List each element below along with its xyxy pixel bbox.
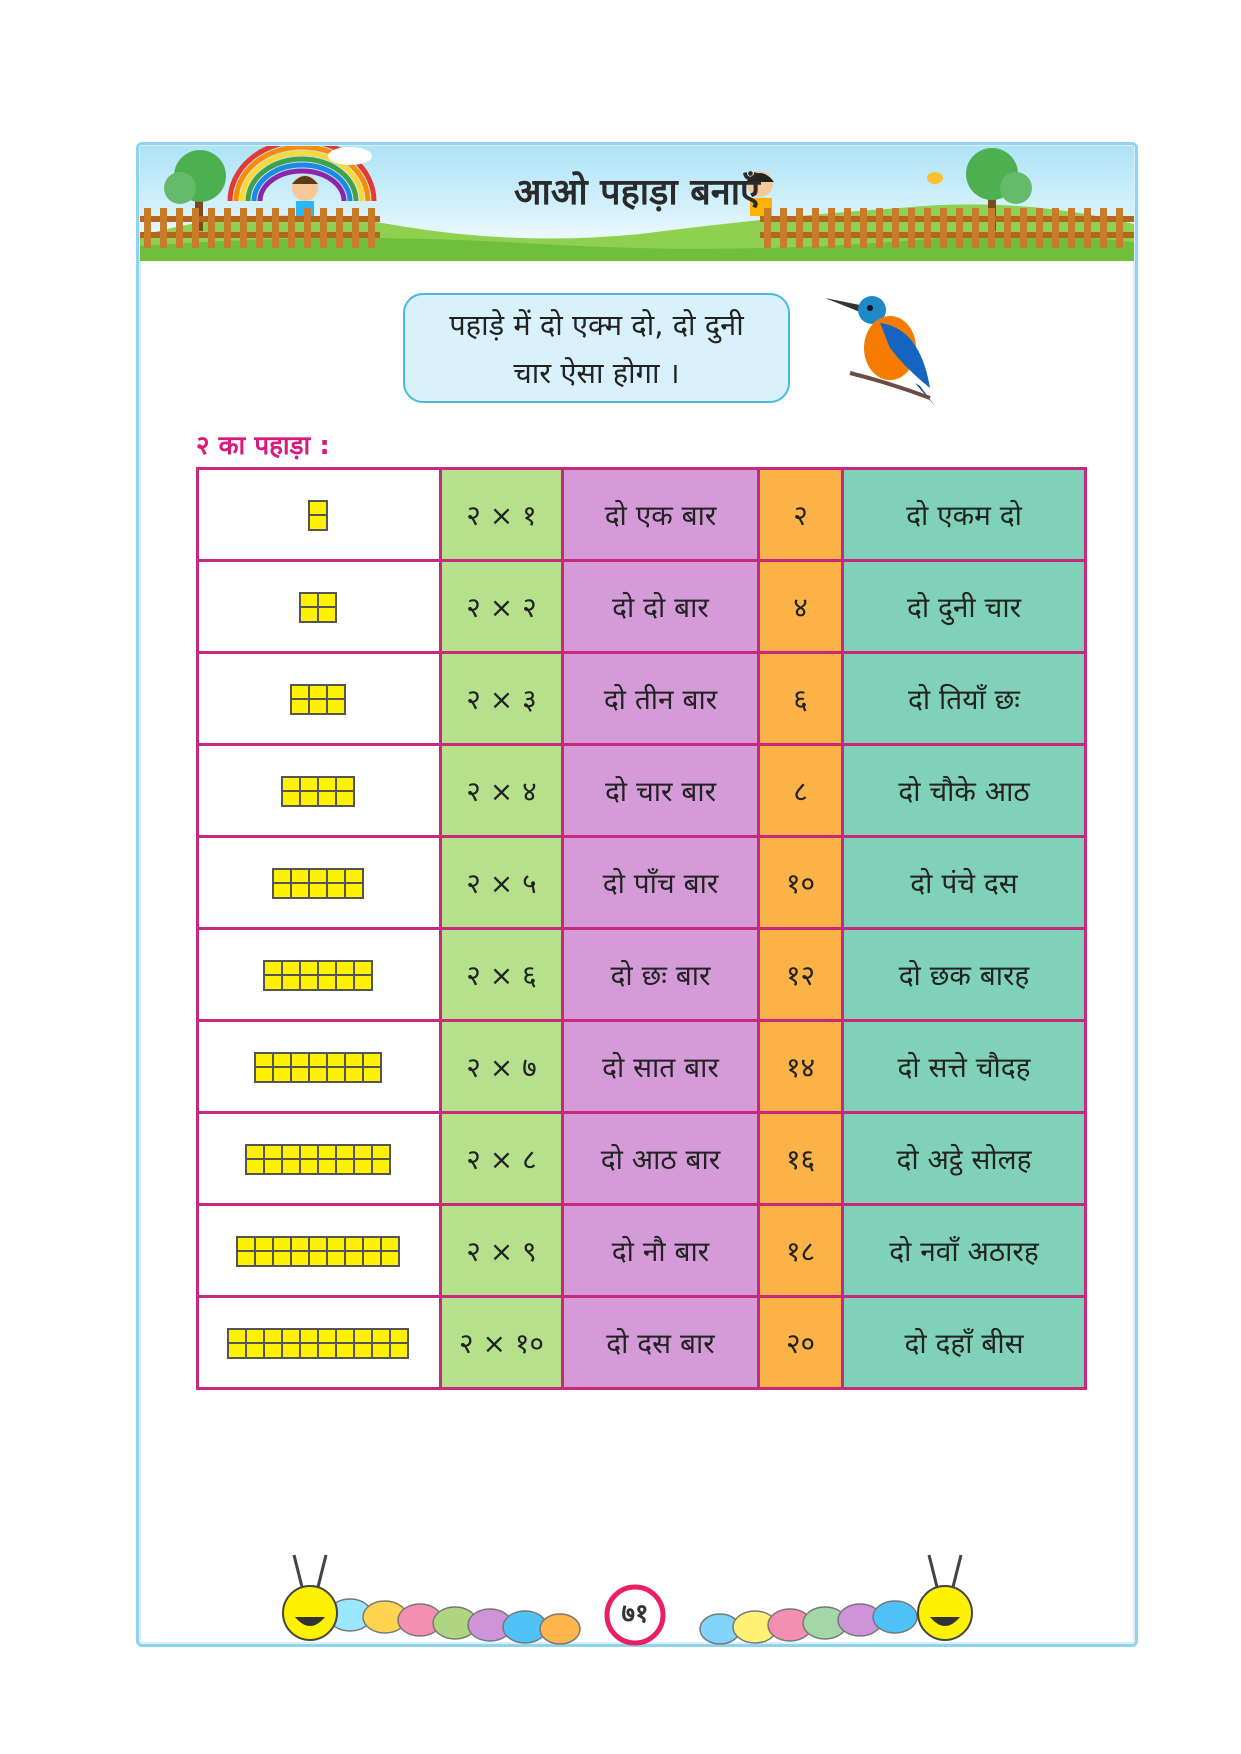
block-icon: [335, 1328, 355, 1359]
blocks-cell: [198, 837, 441, 929]
block-icon: [299, 960, 319, 991]
expression-cell: २ × ३: [441, 653, 563, 745]
block-icon: [317, 960, 337, 991]
result-cell: ८: [759, 745, 843, 837]
block-icon: [326, 868, 346, 899]
words-cell: दो चार बार: [563, 745, 759, 837]
words-cell: दो आठ बार: [563, 1113, 759, 1205]
block-icon: [272, 1236, 292, 1267]
block-group: [256, 1052, 382, 1083]
block-icon: [344, 1052, 364, 1083]
block-icon: [254, 1236, 274, 1267]
block-icon: [254, 1052, 274, 1083]
block-group: [265, 960, 373, 991]
recitation-cell: दो तियाँ छः: [843, 653, 1086, 745]
result-cell: २: [759, 469, 843, 561]
words-cell: दो पाँच बार: [563, 837, 759, 929]
block-icon: [290, 1052, 310, 1083]
block-icon: [263, 960, 283, 991]
block-icon: [299, 776, 319, 807]
block-icon: [317, 776, 337, 807]
result-cell: १४: [759, 1021, 843, 1113]
expression-cell: २ × ८: [441, 1113, 563, 1205]
blocks-cell: [198, 561, 441, 653]
block-icon: [326, 684, 346, 715]
block-icon: [236, 1236, 256, 1267]
block-icon: [344, 868, 364, 899]
block-icon: [281, 1144, 301, 1175]
block-icon: [290, 684, 310, 715]
block-icon: [227, 1328, 247, 1359]
block-icon: [335, 776, 355, 807]
table-row: [198, 1113, 1086, 1205]
blocks-cell: [198, 745, 441, 837]
table-row: [198, 1205, 1086, 1297]
block-icon: [380, 1236, 400, 1267]
expression-cell: २ × १: [441, 469, 563, 561]
block-icon: [245, 1144, 265, 1175]
blocks-cell: [198, 653, 441, 745]
words-cell: दो एक बार: [563, 469, 759, 561]
blocks-cell: [198, 1113, 441, 1205]
result-cell: १०: [759, 837, 843, 929]
result-cell: २०: [759, 1297, 843, 1389]
expression-cell: २ × ९: [441, 1205, 563, 1297]
block-icon: [371, 1144, 391, 1175]
table-row: [198, 1297, 1086, 1389]
block-icon: [308, 684, 328, 715]
block-group: [292, 684, 346, 715]
recitation-cell: दो नवाँ अठारह: [843, 1205, 1086, 1297]
result-cell: १६: [759, 1113, 843, 1205]
table-row: [198, 469, 1086, 561]
blocks-cell: [198, 1021, 441, 1113]
block-group: [238, 1236, 400, 1267]
block-group: [301, 592, 337, 623]
block-group: [247, 1144, 391, 1175]
table-row: [198, 561, 1086, 653]
block-icon: [308, 868, 328, 899]
block-icon: [308, 1236, 328, 1267]
block-icon: [389, 1328, 409, 1359]
words-cell: दो नौ बार: [563, 1205, 759, 1297]
table-row: [198, 1021, 1086, 1113]
recitation-cell: दो पंचे दस: [843, 837, 1086, 929]
multiplication-table: [196, 467, 1087, 1390]
result-cell: ४: [759, 561, 843, 653]
recitation-cell: दो सत्ते चौदह: [843, 1021, 1086, 1113]
table-title: २ का पहाड़ा :: [196, 431, 330, 461]
recitation-cell: दो चौके आठ: [843, 745, 1086, 837]
table-row: [198, 745, 1086, 837]
block-icon: [335, 960, 355, 991]
table-row: [198, 929, 1086, 1021]
block-icon: [281, 960, 301, 991]
page-title: आओ पहाड़ा बनाएँ: [514, 172, 760, 213]
block-icon: [362, 1052, 382, 1083]
bubble-line-1: पहाड़े में दो एक्म दो, दो दुनी: [449, 308, 744, 342]
block-icon: [326, 1052, 346, 1083]
result-cell: १८: [759, 1205, 843, 1297]
expression-cell: २ × १०: [441, 1297, 563, 1389]
table-row: [198, 653, 1086, 745]
block-icon: [272, 868, 292, 899]
block-group: [229, 1328, 409, 1359]
block-icon: [353, 1144, 373, 1175]
recitation-cell: दो दुनी चार: [843, 561, 1086, 653]
speech-bubble: [403, 293, 790, 403]
words-cell: दो दस बार: [563, 1297, 759, 1389]
table-row: [198, 837, 1086, 929]
block-group: [274, 868, 364, 899]
bubble-line-2: चार ऐसा होगा ।: [513, 356, 680, 390]
blocks-cell: [198, 469, 441, 561]
block-icon: [263, 1144, 283, 1175]
words-cell: दो छः बार: [563, 929, 759, 1021]
block-icon: [317, 592, 337, 623]
block-icon: [263, 1328, 283, 1359]
words-cell: दो सात बार: [563, 1021, 759, 1113]
expression-cell: २ × २: [441, 561, 563, 653]
expression-cell: २ × ६: [441, 929, 563, 1021]
block-icon: [281, 776, 301, 807]
page-number: ७१: [621, 1599, 649, 1629]
result-cell: ६: [759, 653, 843, 745]
blocks-cell: [198, 1297, 441, 1389]
block-icon: [317, 1144, 337, 1175]
block-icon: [335, 1144, 355, 1175]
block-icon: [245, 1328, 265, 1359]
block-icon: [353, 1328, 373, 1359]
block-icon: [299, 592, 319, 623]
blocks-cell: [198, 1205, 441, 1297]
blocks-cell: [198, 929, 441, 1021]
expression-cell: २ × ७: [441, 1021, 563, 1113]
block-icon: [299, 1328, 319, 1359]
recitation-cell: दो एकम दो: [843, 469, 1086, 561]
block-icon: [272, 1052, 292, 1083]
block-icon: [326, 1236, 346, 1267]
expression-cell: २ × ४: [441, 745, 563, 837]
result-cell: १२: [759, 929, 843, 1021]
block-icon: [299, 1144, 319, 1175]
recitation-cell: दो अट्ठे सोलह: [843, 1113, 1086, 1205]
kingfisher-bird-illustration: [820, 288, 940, 408]
block-icon: [281, 1328, 301, 1359]
recitation-cell: दो छक बारह: [843, 929, 1086, 1021]
block-icon: [317, 1328, 337, 1359]
words-cell: दो दो बार: [563, 561, 759, 653]
block-icon: [362, 1236, 382, 1267]
block-icon: [353, 960, 373, 991]
block-icon: [308, 1052, 328, 1083]
words-cell: दो तीन बार: [563, 653, 759, 745]
block-icon: [308, 500, 328, 531]
block-group: [283, 776, 355, 807]
recitation-cell: दो दहाँ बीस: [843, 1297, 1086, 1389]
header-banner: [140, 146, 1134, 261]
block-icon: [344, 1236, 364, 1267]
block-icon: [290, 1236, 310, 1267]
expression-cell: २ × ५: [441, 837, 563, 929]
block-group: [310, 500, 328, 531]
block-icon: [290, 868, 310, 899]
block-icon: [371, 1328, 391, 1359]
